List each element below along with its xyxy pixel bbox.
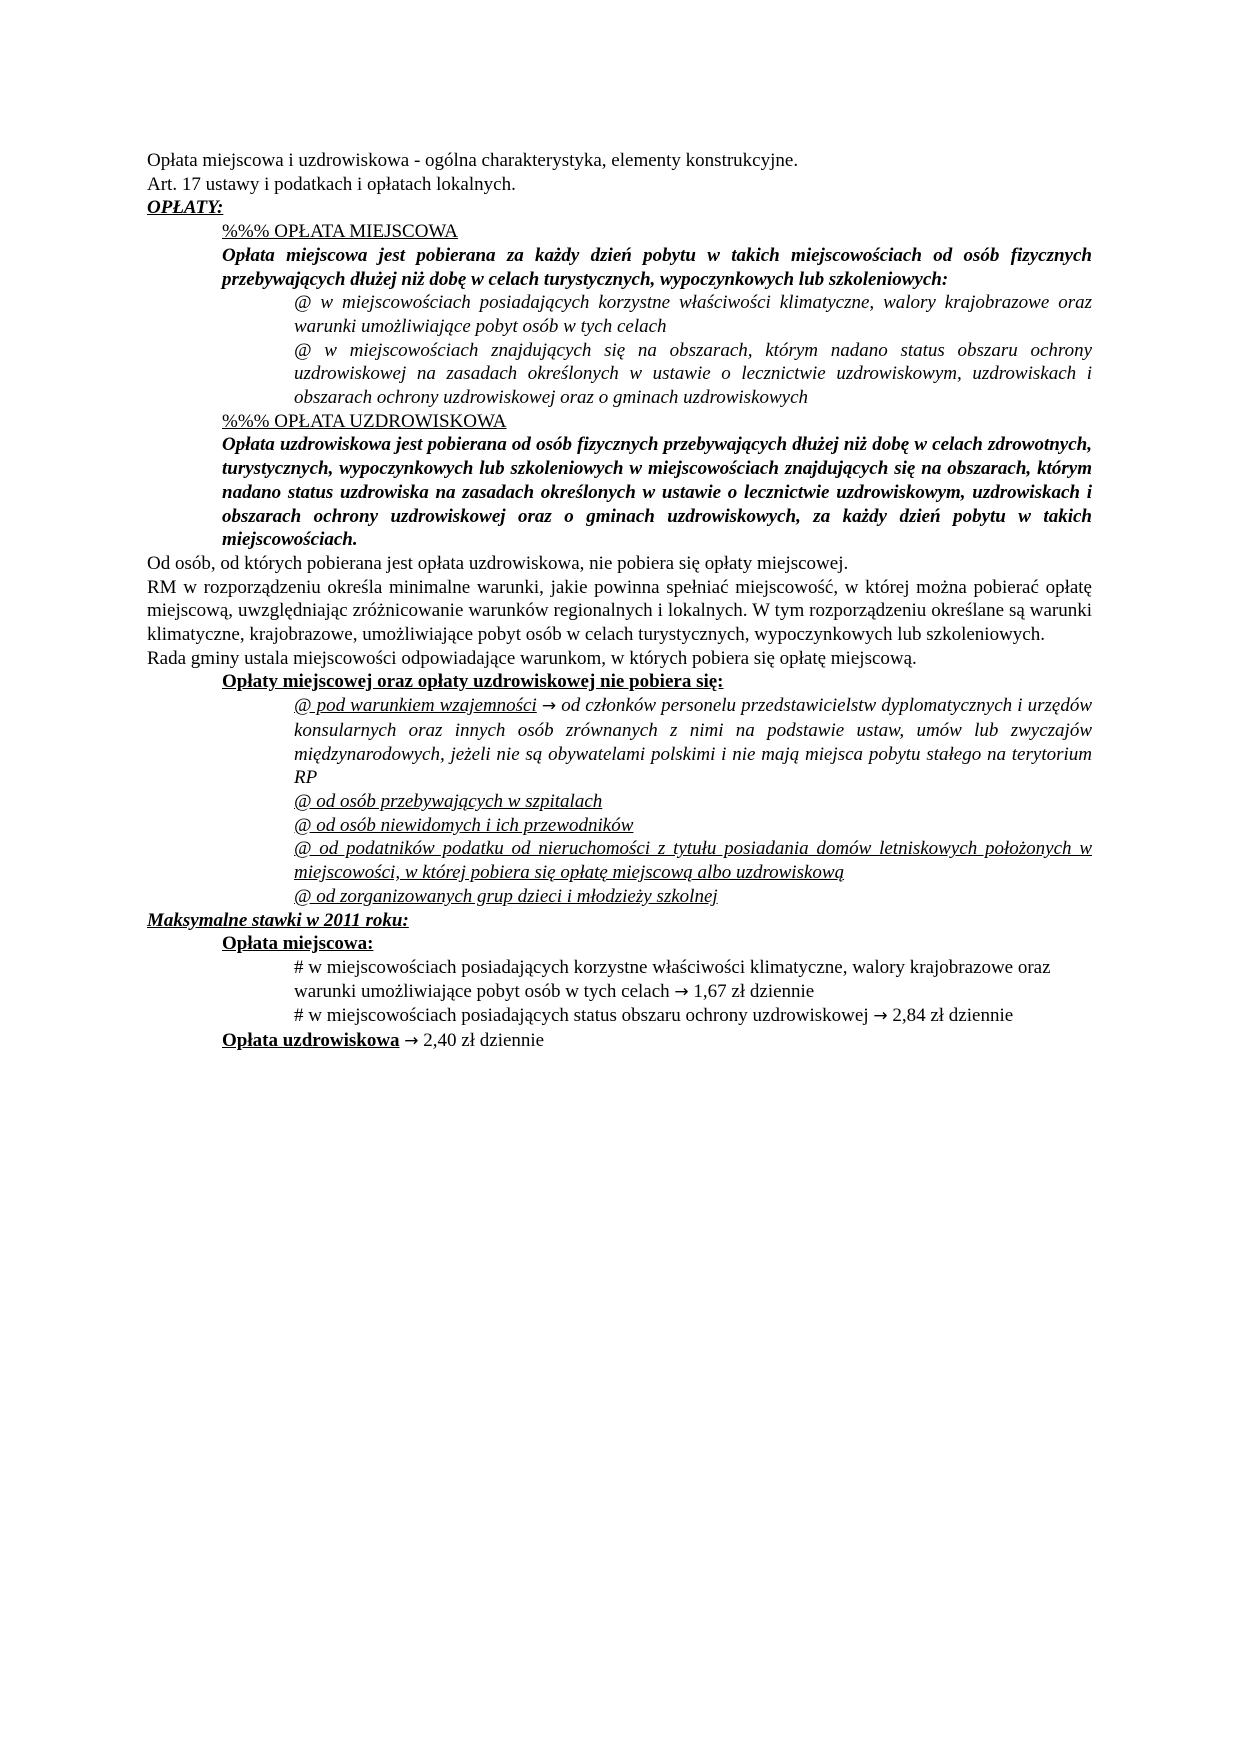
oplaty-heading: OPŁATY: (147, 197, 224, 219)
rate-climate-value: 1,67 zł dziennie (688, 980, 815, 1002)
rate-climate-text: # w miejscowościach posiadających korzystne właściwości klimatyczne, walory krajobrazowe oraz warunki umożliwiające pobyt osób w tych celach (294, 956, 1051, 1002)
rate-uzdrowiskowa (147, 1029, 1092, 1054)
exemption-reciprocity-text: @ pod warunkiem wzajemności (294, 695, 537, 717)
rate-protection-area-value: 2,84 zł dziennie (887, 1005, 1014, 1027)
arrow-right-icon: → (404, 1031, 419, 1052)
document-body (147, 149, 1092, 1054)
exemption-hospitals: @ od osób przebywających w szpitalach (294, 790, 603, 812)
document-title-line: Opłata miejscowa i uzdrowiskowa - ogólna charakterystyka, elementy konstrukcyjne. (147, 150, 799, 171)
rate-protection-area (147, 1004, 1092, 1029)
rates-miejscowa-heading: Opłata miejscowa: (222, 933, 374, 955)
paragraph-no-double-fee: Od osób, od których pobierana jest opłata uzdrowiskowa, nie pobiera się opłaty miejscowej. (147, 552, 849, 574)
rates-heading: Maksymalne stawki w 2011 roku: (147, 909, 409, 931)
miejscowa-definition: Opłata miejscowa jest pobierana za każdy dzień pobytu w takich miejscowościach od osób fizycznych przebywających dłużej niż dobę w celach turystycznych, wypoczynkowych lub szkoleniowych: (222, 244, 1092, 290)
miejscowa-item-protection-area: @ w miejscowościach znajdujących się na obszarach, którym nadano status obszaru ochrony uzdrowiskowej na zasadach określonych w ustawie o lecznictwie uzdrowiskowym, uzdrowiskach i obszarach ochrony uzdrowiskowej oraz o gminach uzdrowiskowych (294, 339, 1092, 409)
paragraph-rm-regulation: RM w rozporządzeniu określa minimalne warunki, jakie powinna spełniać miejscowość, w której można pobierać opłatę miejscową, uwzględniając zróżnicowanie warunków regionalnych i lokalnych. W tym rozporządzeniu określane są warunki klimatyczne, krajobrazowe, umożliwiające pobyt osób w celach turystycznych, wypoczynkowych lub szkoleniowych. (147, 576, 1092, 646)
exemptions-heading: Opłaty miejscowej oraz opłaty uzdrowiskowej nie pobiera się: (222, 671, 724, 693)
miejscowa-item-climate: @ w miejscowościach posiadających korzystne właściwości klimatyczne, walory krajobrazowe oraz warunki umożliwiające pobyt osób w tych celach (294, 292, 1092, 337)
arrow-right-icon: → (674, 981, 689, 1002)
exemption-diplomats (147, 694, 1092, 790)
paragraph-rada-gminy: Rada gminy ustala miejscowości odpowiadające warunkom, w których pobiera się opłatę miejscową. (147, 647, 917, 669)
uzdrowiskowa-heading: %%% OPŁATA UZDROWISKOWA (222, 410, 507, 432)
arrow-right-icon: → (873, 1006, 888, 1027)
legal-reference-line: Art. 17 ustawy i podatkach i opłatach lokalnych. (147, 173, 516, 195)
exemption-school-groups: @ od zorganizowanych grup dzieci i młodzieży szkolnej (294, 885, 718, 907)
miejscowa-heading: %%% OPŁATA MIEJSCOWA (222, 221, 458, 243)
rate-protection-area-text: # w miejscowościach posiadających status obszaru ochrony uzdrowiskowej (294, 1005, 869, 1027)
rate-uzdrowiskowa-value: 2,40 zł dziennie (418, 1030, 545, 1052)
rate-climate (147, 956, 1092, 1004)
rate-uzdrowiskowa-heading: Opłata uzdrowiskowa (222, 1030, 400, 1052)
exemption-summer-houses: @ od podatników podatku od nieruchomości z tytułu posiadania domów letniskowych położonych w miejscowości, w której pobiera się opłatę miejscową albo uzdrowiskową (294, 838, 1092, 884)
uzdrowiskowa-definition: Opłata uzdrowiskowa jest pobierana od osób fizycznych przebywających dłużej niż dobę w celach zdrowotnych, turystycznych, wypoczynkowych lub szkoleniowych w miejscowościach znajdujących się na obszarach, którym nadano status uzdrowiska na zasadach określonych w ustawie o lecznictwie uzdrowiskowym, uzdrowiskach i obszarach ochrony uzdrowiskowej oraz o gminach uzdrowiskowych, za każdy dzień pobytu w takich miejscowościach. (222, 434, 1092, 551)
exemption-blind: @ od osób niewidomych i ich przewodników (294, 814, 634, 836)
exemption-diplomats-text: od członków personelu przedstawicielstw dyplomatycznych i urzędów konsularnych oraz innych osób zrównanych z nimi na podstawie ustaw, umów lub zwyczajów międzynarodowych, jeżeli nie są obywatelami polskimi i nie mają miejsca pobytu stałego na terytorium RP (294, 695, 1092, 789)
arrow-right-icon: → (541, 696, 557, 717)
